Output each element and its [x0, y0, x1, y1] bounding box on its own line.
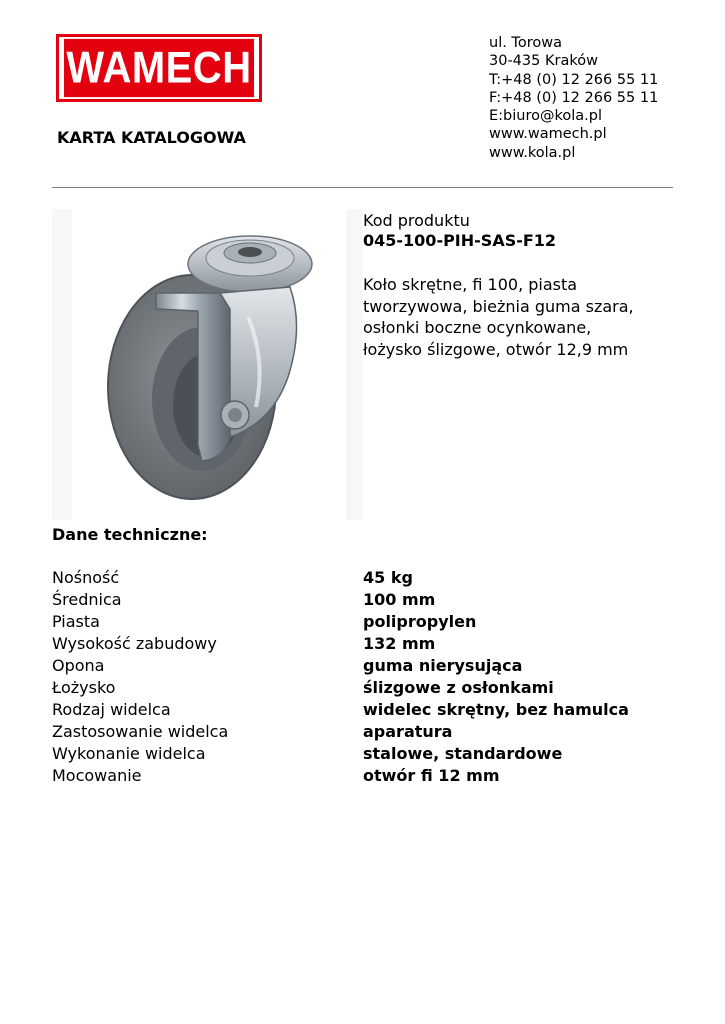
- address-city: 30-435 Kraków: [489, 53, 598, 70]
- description-line: osłonki boczne ocynkowane,: [363, 318, 592, 337]
- spec-row-opona: [52, 655, 682, 677]
- spec-value: ślizgowe z osłonkami: [363, 678, 554, 697]
- spec-row-lozysko: [52, 677, 682, 699]
- address-website-wamech: www.wamech.pl: [489, 126, 607, 143]
- document-title: KARTA KATALOGOWA: [57, 128, 246, 147]
- address-phone: T:+48 (0) 12 266 55 11: [489, 71, 659, 88]
- spec-value: aparatura: [363, 722, 453, 741]
- spec-label: Wykonanie widelca: [52, 744, 206, 763]
- description-line: tworzywowa, bieżnia guma szara,: [363, 296, 634, 316]
- spec-row-srednica: [52, 589, 682, 611]
- address-website-kola: www.kola.pl: [489, 144, 576, 161]
- spec-value: polipropylen: [363, 612, 477, 631]
- spec-row-mocowanie: [52, 765, 682, 787]
- spec-row-nosnosc: [52, 567, 682, 589]
- description-line: Koło skrętne, fi 100, piasta: [363, 275, 578, 294]
- spec-value: 45 kg: [363, 568, 413, 587]
- technical-data-heading: Dane techniczne:: [52, 525, 208, 544]
- company-address: [489, 34, 658, 162]
- spec-row-wykonanie: [52, 743, 682, 765]
- spec-label: Średnica: [52, 590, 122, 609]
- spec-row-wysokosc: [52, 633, 682, 655]
- address-street: ul. Torowa: [489, 35, 562, 51]
- spec-value: 100 mm: [363, 590, 436, 609]
- spec-value: widelec skrętny, bez hamulca: [363, 700, 629, 719]
- header-divider: [52, 187, 673, 188]
- spec-table: [52, 567, 682, 787]
- product-code-label: Kod produktu: [363, 211, 470, 230]
- spec-value: 132 mm: [363, 634, 436, 653]
- spec-label: Piasta: [52, 612, 100, 631]
- swivel-caster-wheel-icon: [52, 209, 362, 520]
- spec-label: Nośność: [52, 568, 120, 587]
- spec-label: Łożysko: [52, 678, 116, 697]
- spec-label: Zastosowanie widelca: [52, 722, 229, 741]
- spec-label: Mocowanie: [52, 766, 142, 785]
- spec-value: otwór fi 12 mm: [363, 766, 500, 785]
- address-email: E:biuro@kola.pl: [489, 108, 602, 125]
- address-fax: F:+48 (0) 12 266 55 11: [489, 89, 659, 106]
- wamech-logo: [56, 34, 262, 102]
- product-photo: [52, 209, 362, 520]
- spec-value: guma nierysująca: [363, 656, 523, 675]
- description-line: łożysko ślizgowe, otwór 12,9 mm: [363, 339, 629, 359]
- spec-row-zastosowanie: [52, 721, 682, 743]
- spec-row-rodzaj-widelca: [52, 699, 682, 721]
- logo-text: WAMECH: [64, 39, 254, 97]
- product-description: [363, 274, 663, 360]
- spec-row-piasta: [52, 611, 682, 633]
- product-code: 045-100-PIH-SAS-F12: [363, 231, 557, 250]
- spec-label: Rodzaj widelca: [52, 700, 171, 719]
- spec-label: Opona: [52, 656, 105, 675]
- spec-value: stalowe, standardowe: [363, 744, 563, 763]
- spec-label: Wysokość zabudowy: [52, 634, 217, 653]
